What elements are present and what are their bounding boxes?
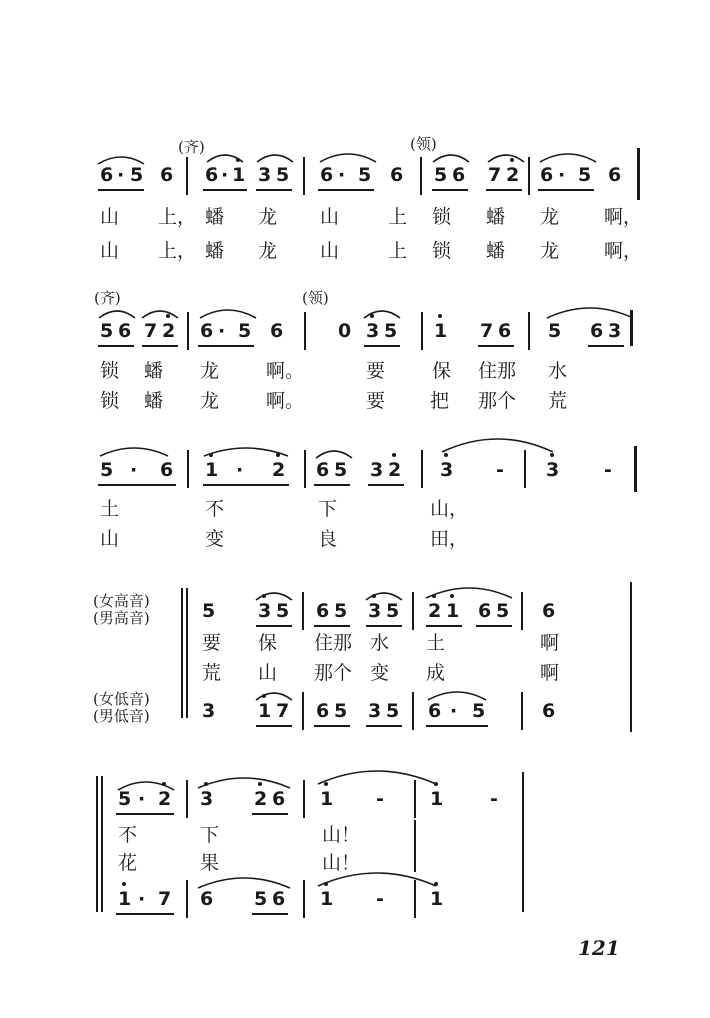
note: 3	[368, 700, 382, 722]
marker-qi: (齐)	[178, 138, 205, 156]
dot-note: ·	[117, 164, 125, 186]
underline	[116, 913, 174, 915]
note: 5	[578, 164, 592, 186]
note: 2	[254, 788, 268, 810]
lyric: 上	[388, 206, 408, 228]
lyric: 蟠	[205, 206, 225, 228]
barline	[414, 820, 416, 872]
lyric: 山	[320, 240, 340, 262]
lyric: 蟠	[205, 240, 225, 262]
system-bracket	[186, 588, 188, 718]
note: 5	[386, 700, 400, 722]
note: 6	[542, 600, 556, 622]
underline	[364, 345, 400, 347]
underline	[116, 813, 174, 815]
lyric: 锁	[432, 206, 452, 228]
note: 5	[548, 320, 562, 342]
note: 6	[100, 164, 114, 186]
underline	[426, 625, 462, 627]
lyric: 土	[426, 632, 446, 654]
lyric: 山！	[322, 852, 361, 874]
underline	[252, 913, 288, 915]
note: 7	[480, 320, 494, 342]
octave-dot	[262, 594, 266, 598]
octave-dot	[276, 453, 280, 457]
dash: -	[604, 459, 612, 481]
note: 3	[546, 459, 560, 481]
dot-note: ·	[138, 888, 146, 910]
note: 2	[506, 164, 520, 186]
dot-note: ·	[236, 459, 244, 481]
lyric: 土	[100, 498, 120, 520]
note: 6	[205, 164, 219, 186]
note: 1	[320, 888, 334, 910]
octave-dot	[510, 158, 514, 162]
underline	[252, 813, 288, 815]
dot-note: ·	[221, 164, 229, 186]
voice-label-soprano: (女高音)	[93, 592, 150, 610]
lyric: 锁	[432, 240, 452, 262]
lyric: 不	[205, 498, 225, 520]
lyric: 住那	[478, 360, 517, 382]
barline	[421, 450, 423, 488]
system-bracket	[96, 776, 98, 912]
note: 5	[334, 459, 348, 481]
lyric: 龙	[540, 240, 560, 262]
note: 5	[276, 164, 290, 186]
octave-dot	[550, 453, 554, 457]
note: 6	[478, 600, 492, 622]
lyric: 荒	[202, 662, 222, 684]
note: 2	[272, 459, 286, 481]
lyric: 要	[202, 632, 222, 654]
note: 6	[542, 700, 556, 722]
lyric: 蟠	[486, 206, 506, 228]
lyric: 山	[100, 528, 120, 550]
note: 3	[200, 788, 214, 810]
note: 5	[472, 700, 486, 722]
barline	[421, 312, 423, 350]
lyric: 果	[200, 852, 220, 874]
underline	[368, 484, 404, 486]
lyric: 龙	[540, 206, 560, 228]
underline	[256, 725, 292, 727]
system-bracket	[101, 776, 103, 912]
barline	[528, 157, 530, 195]
barline	[634, 446, 637, 492]
lyric: 下	[318, 498, 338, 520]
barline	[186, 157, 188, 195]
marker-ling: (领)	[302, 289, 329, 307]
octave-dot	[372, 594, 376, 598]
note: 1	[320, 788, 334, 810]
dash: -	[376, 888, 384, 910]
slur	[318, 148, 378, 164]
note: 2	[428, 600, 442, 622]
note: 7	[144, 320, 158, 342]
note: 6	[316, 459, 330, 481]
slur	[140, 306, 180, 320]
lyric: 水	[370, 632, 390, 654]
octave-dot	[262, 694, 266, 698]
lyric: 蟠	[144, 390, 164, 412]
note: 6	[390, 164, 404, 186]
octave-dot	[438, 314, 442, 318]
note: 6	[270, 320, 284, 342]
note: 6	[118, 320, 132, 342]
note: 0	[338, 320, 352, 342]
underline	[98, 484, 176, 486]
lyric: 良	[318, 528, 338, 550]
marker-qi: (齐)	[94, 289, 121, 307]
octave-dot	[434, 882, 438, 886]
octave-dot	[236, 158, 240, 162]
octave-dot	[432, 594, 436, 598]
lyric: 变	[370, 662, 390, 684]
dot-note: ·	[218, 320, 226, 342]
lyric: 山	[258, 662, 278, 684]
lyric: 变	[205, 528, 225, 550]
slur	[431, 150, 471, 164]
lyric: 保	[432, 360, 452, 382]
note: 2	[162, 320, 176, 342]
note: 7	[158, 888, 172, 910]
octave-dot	[444, 453, 448, 457]
barline	[303, 780, 305, 818]
slur	[198, 304, 258, 320]
underline	[256, 625, 292, 627]
note: 5	[334, 600, 348, 622]
lyric: 把	[430, 390, 450, 412]
lyric: 下	[200, 824, 220, 846]
slur	[97, 306, 137, 320]
note: 1	[446, 600, 460, 622]
underline	[588, 345, 624, 347]
underline	[366, 725, 402, 727]
note: 7	[488, 164, 502, 186]
note: 6	[498, 320, 512, 342]
octave-dot	[204, 782, 208, 786]
slur	[98, 442, 170, 458]
note: 3	[440, 459, 454, 481]
slur	[316, 764, 438, 786]
page-number: 121	[578, 936, 620, 960]
octave-dot	[166, 314, 170, 318]
barline	[412, 692, 414, 730]
note: 3	[608, 320, 622, 342]
note: 1	[205, 459, 219, 481]
underline	[486, 189, 522, 191]
note: 6	[272, 788, 286, 810]
octave-dot	[324, 782, 328, 786]
voice-label-bass: (男低音)	[93, 707, 150, 725]
note: 5	[384, 320, 398, 342]
note: 5	[334, 700, 348, 722]
dot-note: ·	[558, 164, 566, 186]
note: 5	[100, 459, 114, 481]
lyric: 龙	[200, 390, 220, 412]
note: 6	[272, 888, 286, 910]
note: 6	[200, 888, 214, 910]
barline	[524, 450, 526, 488]
lyric: 上	[388, 240, 408, 262]
note: 6	[160, 164, 174, 186]
dash: -	[376, 788, 384, 810]
barline	[187, 312, 189, 350]
lyric: 保	[258, 632, 278, 654]
dot-note: ·	[450, 700, 458, 722]
system-bracket	[181, 588, 183, 718]
voice-label-alto: (女低音)	[93, 690, 150, 708]
barline	[521, 692, 523, 730]
lyric: 水	[548, 360, 568, 382]
slur	[545, 302, 635, 320]
underline	[198, 345, 254, 347]
barline	[414, 780, 416, 818]
lyric: 上，	[158, 240, 197, 262]
barline	[528, 312, 530, 350]
note: 1	[232, 164, 246, 186]
note: 3	[258, 600, 272, 622]
slur	[316, 866, 438, 888]
note: 5	[130, 164, 144, 186]
note: 1	[434, 320, 448, 342]
note: 5	[118, 788, 132, 810]
octave-dot	[392, 453, 396, 457]
octave-dot	[450, 594, 454, 598]
barline	[303, 157, 305, 195]
note: 3	[202, 700, 216, 722]
barline	[186, 780, 188, 818]
note: 5	[254, 888, 268, 910]
voice-label-tenor: (男高音)	[93, 609, 150, 627]
underline	[98, 189, 144, 191]
note: 1	[430, 788, 444, 810]
underline	[203, 484, 289, 486]
slur	[362, 306, 402, 320]
slur	[538, 148, 598, 164]
octave-dot	[162, 782, 166, 786]
note: 5	[238, 320, 252, 342]
note: 6	[608, 164, 622, 186]
barline	[303, 880, 305, 918]
dot-note: ·	[130, 459, 138, 481]
note: 1	[118, 888, 132, 910]
lyric: 啊	[540, 662, 560, 684]
octave-dot	[434, 782, 438, 786]
note: 3	[368, 600, 382, 622]
barline	[304, 312, 306, 350]
note: 2	[388, 459, 402, 481]
barline	[302, 692, 304, 730]
lyric: 锁	[100, 390, 120, 412]
lyric: 要	[366, 390, 386, 412]
note: 6	[200, 320, 214, 342]
lyric: 山	[100, 240, 120, 262]
dash: -	[496, 459, 504, 481]
slur	[255, 150, 295, 164]
note: 3	[366, 320, 380, 342]
underline	[314, 625, 350, 627]
barline	[186, 880, 188, 918]
underline	[318, 189, 374, 191]
barline	[302, 592, 304, 630]
note: 5	[100, 320, 114, 342]
barline	[420, 157, 422, 195]
octave-dot	[209, 453, 213, 457]
barline	[187, 450, 189, 488]
note: 5	[276, 600, 290, 622]
note: 6	[316, 600, 330, 622]
note: 6	[316, 700, 330, 722]
dash: -	[490, 788, 498, 810]
lyric: 蟠	[486, 240, 506, 262]
underline	[98, 345, 134, 347]
lyric: 山，	[430, 498, 469, 520]
underline	[366, 625, 402, 627]
barline	[637, 148, 640, 200]
lyric: 花	[118, 852, 138, 874]
lyric: 山	[100, 206, 120, 228]
lyric: 山	[320, 206, 340, 228]
note: 5	[386, 600, 400, 622]
note: 6	[320, 164, 334, 186]
barline	[521, 592, 523, 630]
barline	[304, 450, 306, 488]
note: 7	[276, 700, 290, 722]
note: 1	[258, 700, 272, 722]
underline	[314, 725, 350, 727]
note: 2	[158, 788, 172, 810]
lyric: 龙	[258, 240, 278, 262]
note: 6	[540, 164, 554, 186]
barline	[414, 880, 416, 918]
lyric: 啊。	[266, 360, 305, 382]
lyric: 锁	[100, 360, 120, 382]
note: 5	[434, 164, 448, 186]
octave-dot	[324, 882, 328, 886]
underline	[476, 625, 512, 627]
note: 6	[428, 700, 442, 722]
lyric: 那个	[478, 390, 517, 412]
slur	[314, 446, 354, 460]
note: 6	[590, 320, 604, 342]
lyric: 要	[366, 360, 386, 382]
note: 1	[430, 888, 444, 910]
lyric: 啊，	[604, 206, 643, 228]
lyric: 上，	[158, 206, 197, 228]
underline	[203, 189, 247, 191]
barline	[630, 310, 633, 346]
octave-dot	[370, 314, 374, 318]
lyric: 啊。	[266, 390, 305, 412]
final-barline	[630, 582, 632, 732]
lyric: 住那	[314, 632, 353, 654]
lyric: 龙	[258, 206, 278, 228]
underline	[432, 189, 468, 191]
lyric: 田，	[430, 528, 469, 550]
slur	[486, 150, 526, 164]
lyric: 荒	[548, 390, 568, 412]
dot-note: ·	[338, 164, 346, 186]
lyric: 不	[118, 824, 138, 846]
note: 6	[452, 164, 466, 186]
note: 3	[370, 459, 384, 481]
octave-dot	[122, 882, 126, 886]
barline	[412, 592, 414, 630]
underline	[426, 725, 488, 727]
slur	[205, 150, 245, 164]
underline	[538, 189, 594, 191]
underline	[256, 189, 292, 191]
lyric: 那个	[314, 662, 353, 684]
note: 5	[358, 164, 372, 186]
lyric: 龙	[200, 360, 220, 382]
note: 5	[202, 600, 216, 622]
marker-ling: (领)	[410, 135, 437, 153]
lyric: 啊，	[604, 240, 643, 262]
note: 3	[258, 164, 272, 186]
slur	[424, 582, 514, 600]
lyric: 啊	[540, 632, 560, 654]
dot-note: ·	[138, 788, 146, 810]
final-barline	[522, 772, 524, 912]
slur	[440, 432, 555, 454]
octave-dot	[258, 782, 262, 786]
underline	[478, 345, 514, 347]
underline	[314, 484, 350, 486]
note: 6	[160, 459, 174, 481]
lyric: 山！	[322, 824, 361, 846]
note: 5	[496, 600, 510, 622]
underline	[142, 345, 178, 347]
lyric: 蟠	[144, 360, 164, 382]
lyric: 成	[426, 662, 446, 684]
